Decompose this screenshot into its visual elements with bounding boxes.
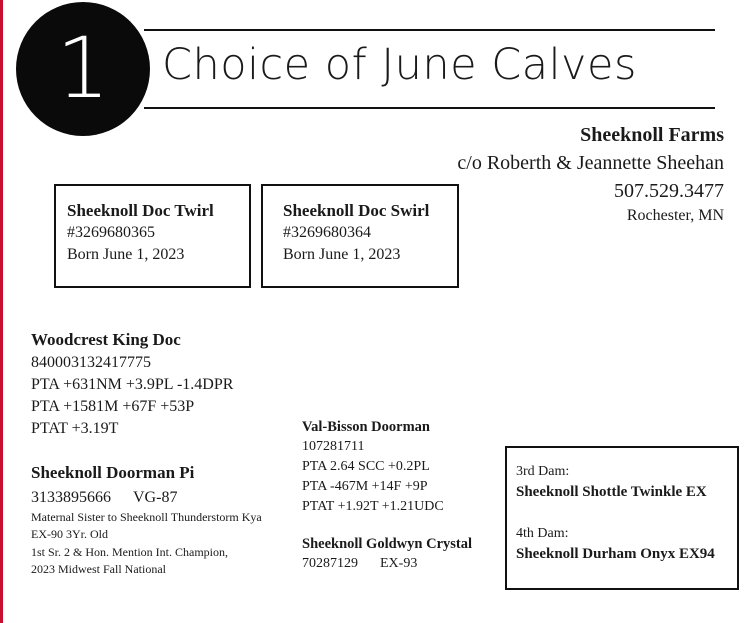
maternal-sire-block xyxy=(302,417,444,517)
fourth-dam-label: 4th Dam: xyxy=(516,526,569,541)
third-dam-name: Sheeknoll Shottle Twinkle EX xyxy=(516,484,707,500)
ancestor-dams-box xyxy=(505,446,739,590)
calf-registration: #3269680365 xyxy=(67,224,155,241)
maternal-sire-name: Val-Bisson Doorman xyxy=(302,419,430,435)
dam-registration: 3133895666 xyxy=(31,489,111,506)
dam-note: EX-90 3Yr. Old xyxy=(31,526,108,541)
granddam-registration: 70287129 xyxy=(302,556,358,571)
maternal-sire-pta-1: PTA 2.64 SCC +0.2PL xyxy=(302,459,430,474)
third-dam-label: 3rd Dam: xyxy=(516,464,570,479)
farm-info xyxy=(457,122,724,228)
calf-birthdate: Born June 1, 2023 xyxy=(67,246,185,263)
farm-phone: 507.529.3477 xyxy=(614,180,724,202)
dam-block xyxy=(31,461,262,577)
sire-block xyxy=(31,328,233,440)
dam-score: VG-87 xyxy=(133,489,178,506)
page-title: Choice of June Calves xyxy=(162,40,637,90)
calf-card-swirl xyxy=(261,184,459,288)
granddam-block xyxy=(302,534,472,574)
dam-name: Sheeknoll Doorman Pi xyxy=(31,463,195,482)
granddam-name: Sheeknoll Goldwyn Crystal xyxy=(302,536,472,552)
lot-number: 1 xyxy=(56,19,110,117)
calf-name: Sheeknoll Doc Twirl xyxy=(67,201,214,220)
maternal-sire-ptat: PTAT +1.92T +1.21UDC xyxy=(302,499,444,514)
left-red-rule xyxy=(0,0,3,623)
calf-birthdate: Born June 1, 2023 xyxy=(283,246,401,263)
dam-note: Maternal Sister to Sheeknoll Thunderstorm Kya xyxy=(31,510,262,524)
granddam-score: EX-93 xyxy=(380,556,418,571)
maternal-sire-registration: 107281711 xyxy=(302,439,365,454)
farm-name: Sheeknoll Farms xyxy=(580,124,724,146)
calf-registration: #3269680364 xyxy=(283,224,371,241)
sire-pta-1: PTA +631NM +3.9PL -1.4DPR xyxy=(31,376,234,393)
sire-name: Woodcrest King Doc xyxy=(31,330,181,349)
title-rule-bottom xyxy=(144,107,715,109)
dam-note: 1st Sr. 2 & Hon. Mention Int. Champion, xyxy=(31,545,229,559)
calf-card-twirl xyxy=(54,184,251,288)
calf-name: Sheeknoll Doc Swirl xyxy=(283,201,430,220)
farm-city: Rochester, MN xyxy=(626,207,724,224)
granddam-reg-score xyxy=(302,554,472,574)
title-rule-top xyxy=(144,29,715,31)
maternal-sire-pta-2: PTA -467M +14F +9P xyxy=(302,479,428,494)
sire-pta-2: PTA +1581M +67F +53P xyxy=(31,398,195,415)
sire-registration: 840003132417775 xyxy=(31,354,151,371)
dam-note: 2023 Midwest Fall National xyxy=(31,561,166,576)
sire-ptat: PTAT +3.19T xyxy=(31,420,119,437)
fourth-dam-name: Sheeknoll Durham Onyx EX94 xyxy=(516,546,715,562)
dam-reg-score xyxy=(31,487,262,509)
farm-contact: c/o Roberth & Jeannette Sheehan xyxy=(457,152,724,174)
